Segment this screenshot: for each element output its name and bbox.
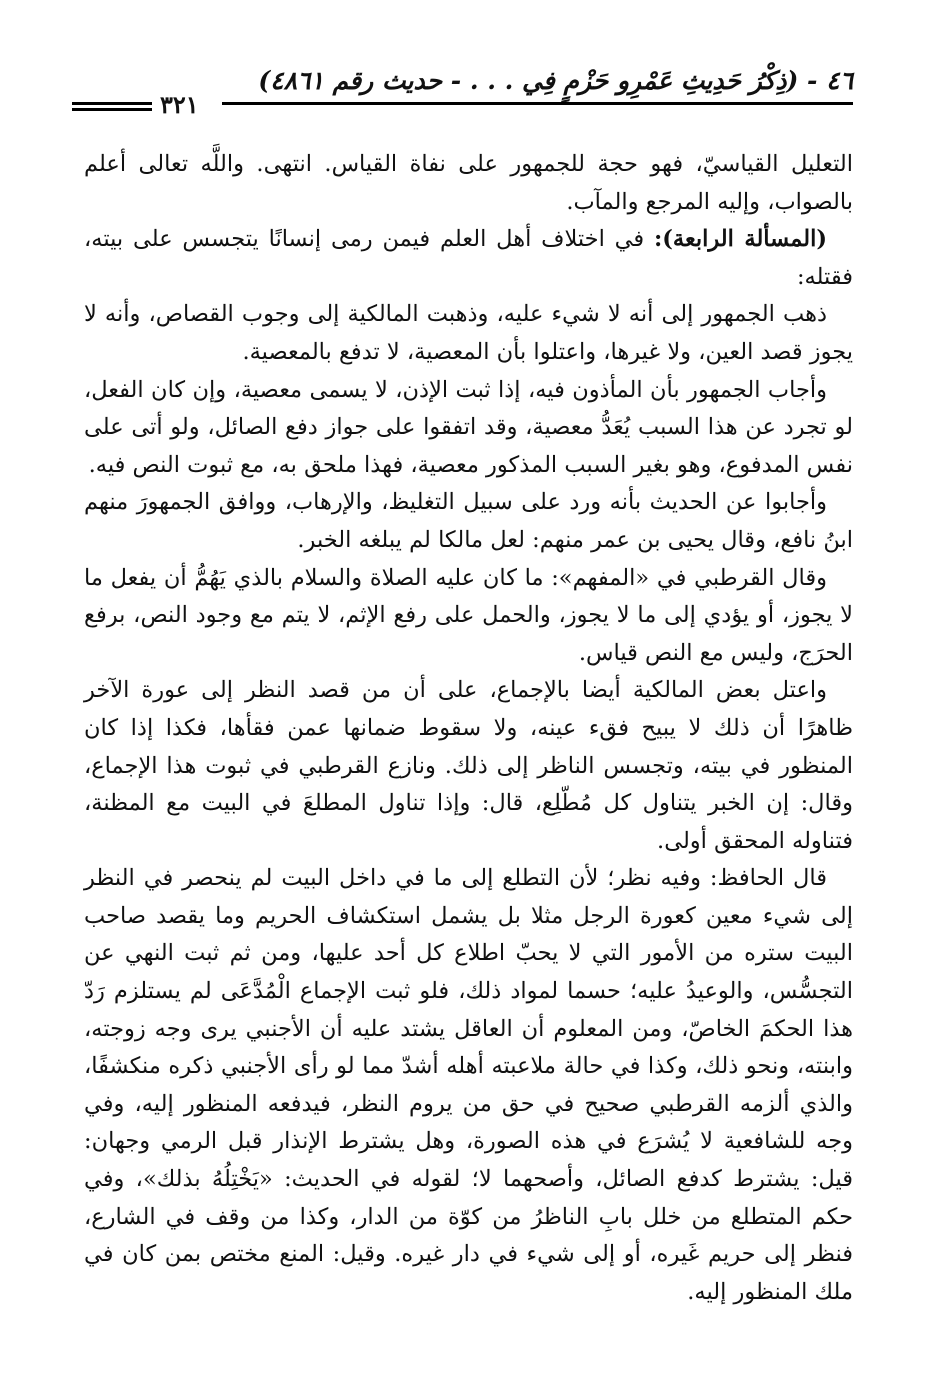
page-number: ٣٢١ — [160, 90, 199, 119]
paragraph: وقال القرطبي في «المفهم»: ما كان عليه الصلاة والسلام بالذي يَهُمُّ أن يفعل ما لا يجوز، أو يؤدي إلى ما لا يجوز، والحمل على رفع الإثم، لا يتم مع وجود النص، برفع الحرَج، وليس مع النص قياس. — [84, 564, 853, 666]
paragraph: وأجاب الجمهور بأن المأذون فيه، إذا ثبت الإذن، لا يسمى معصية، وإن كان الفعل، لو تجرد عن هذا السبب يُعَدُّ معصية، وقد اتفقوا على جواز دفع الصائل، ولو أتى على نفس المدفوع، وهو بغير السبب المذكور معصية، فهذا ملحق به، مع ثبوت النص فيه. — [84, 376, 853, 478]
paragraph: التعليل القياسيّ، فهو حجة للجمهور على نفاة القياس. انتهى. واللَّه تعالى أعلم بالصواب، وإليه المرجع والمآب. — [84, 151, 853, 215]
paragraph — [84, 221, 853, 296]
paragraph-text: في اختلاف أهل العلم فيمن رمى إنسانًا يتجسس على بيته، فقتله: — [84, 226, 853, 290]
body-text — [84, 146, 853, 1311]
page-header — [72, 62, 853, 122]
header-rule — [222, 102, 853, 105]
paragraph: واعتل بعض المالكية أيضا بالإجماع، على أن من قصد النظر إلى عورة الآخر ظاهرًا أن ذلك لا يبيح فقء عينه، ولا سقوط ضمانها عمن فقأها، فكذا إذا كان المنظور في بيته، وتجسس الناظر إلى ذلك. ونازع القرطبي في ثبوت هذا الإجماع، وقال: إن الخبر يتناول كل مُطّلِع، قال: وإذا تناول المطلعَ في البيت مع المظنة، فتناوله المحقق أولى. — [84, 677, 853, 854]
paragraph: وأجابوا عن الحديث بأنه ورد على سبيل التغليظ، والإرهاب، ووافق الجمهورَ منهم ابنُ نافع، وقال يحيى بن عمر منهم: لعل مالكا لم يبلغه الخبر. — [84, 489, 853, 553]
paragraph: قال الحافظ: وفيه نظر؛ لأن التطلع إلى ما في داخل البيت لم ينحصر في النظر إلى شيء معين كعورة الرجل مثلا بل يشمل استكشاف الحريم وما يقصد صاحب البيت ستره من الأمور التي لا يحبّ اطلاع كل أحد عليها، ومن ثم ثبت النهي عن التجسُّس، والوعيدُ عليه؛ حسما لمواد ذلك، فلو ثبت الإجماع الْمُدَّعَى لم يستلزم رَدّ هذا الحكمَ الخاصّ، ومن المعلوم أن العاقل يشتد عليه أن الأجنبي يرى وجه زوجته، وابنته، ونحو ذلك، وكذا في حالة ملاعبته أهله أشدّ مما لو رأى الأجنبي ذكره منكشفًا، والذي ألزمه القرطبي صحيح في حق من يروم النظر، فيدفعه المنظور إليه، وفي وجه للشافعية لا يُشرَع في هذه الصورة، وهل يشترط الإنذار قبل الرمي وجهان: قيل: يشترط كدفع الصائل، وأصحهما لا؛ لقوله في الحديث: «يَخْتِلُهُ بذلك»، وفي حكم المتطلع من خلل بابِ الناظرُ من كوّة من الدار، وكذا من وقف في الشارع، فنظر إلى حريم غَيره، أو إلى شيء في دار غيره. وقيل: المنع مختص بمن كان في ملك المنظور إليه. — [84, 865, 853, 1305]
paragraph: ذهب الجمهور إلى أنه لا شيء عليه، وذهبت المالكية إلى وجوب القصاص، وأنه لا يجوز قصد العين، ولا غيرها، واعتلوا بأن المعصية، لا تدفع بالمعصية. — [84, 301, 853, 365]
section-heading: (المسألة الرابعة): — [653, 226, 827, 253]
running-title: ٤٦ - (ذِكْرُ حَدِيثِ عَمْرِو حَزْمٍ فِي . . . - حديث رقم ٤٨٦١) — [258, 66, 853, 95]
header-double-rule — [72, 102, 152, 114]
